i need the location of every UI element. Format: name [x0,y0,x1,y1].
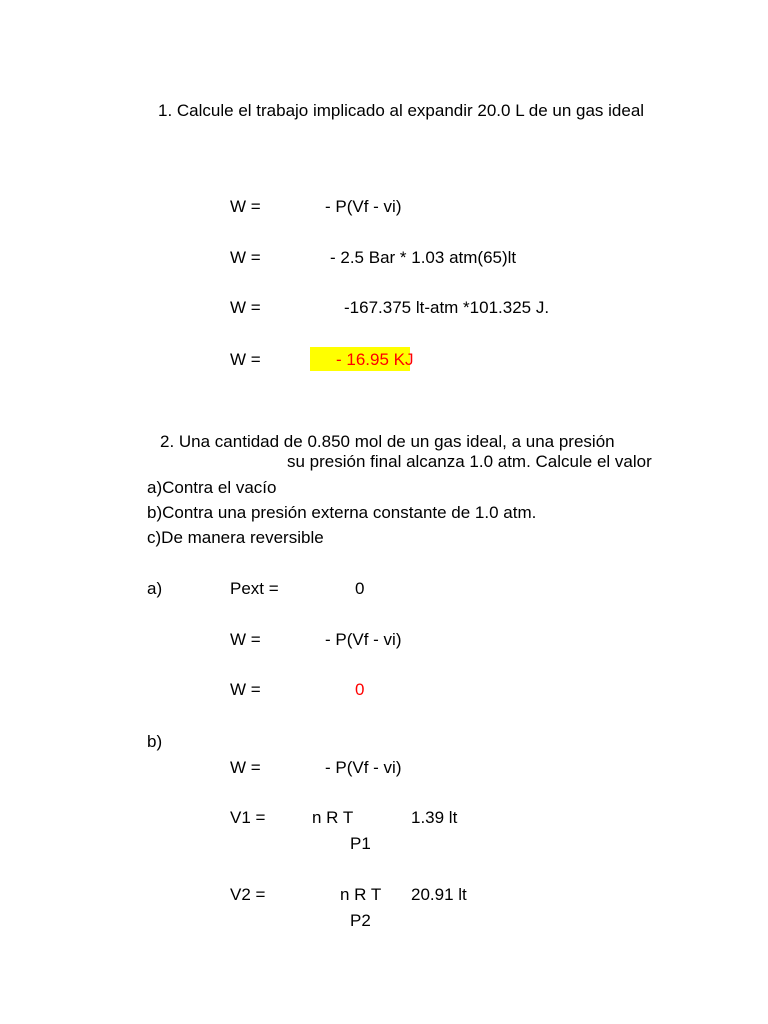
v2-numerator: n R T [340,885,382,904]
p1-row2-label: W = [230,248,261,267]
option-c: c)De manera reversible [147,528,324,547]
v2-value: 20.91 lt [411,885,467,904]
pext-value: 0 [355,579,365,598]
p1-row3-expr: -167.375 lt-atm *101.325 J. [344,298,550,317]
p1-row1-label: W = [230,197,261,216]
part-b-marker: b) [147,732,163,751]
p1-row3-label: W = [230,298,261,317]
option-a: a)Contra el vacío [147,478,277,497]
v2-label: V2 = [230,885,266,904]
part-b-w-expr: - P(Vf - vi) [325,758,402,777]
problem2-statement-line2: su presión final alcanza 1.0 atm. Calcule el valor [287,452,652,471]
p1-row2-expr: - 2.5 Bar * 1.03 atm(65)lt [330,248,517,267]
part-b-w-label: W = [230,758,261,777]
part-a-marker: a) [147,579,163,598]
p1-row4-label: W = [230,350,261,369]
p1-result: - 16.95 KJ [336,350,414,369]
v1-label: V1 = [230,808,266,827]
option-b: b)Contra una presión externa constante de 1.0 atm. [147,503,537,522]
part-a-w2-label: W = [230,680,261,699]
p1-row1-expr: - P(Vf - vi) [325,197,402,216]
part-a-result: 0 [355,680,365,699]
part-a-w-label: W = [230,630,261,649]
v1-numerator: n R T [312,808,354,827]
v2-denominator: P2 [350,911,371,930]
v1-denominator: P1 [350,834,371,853]
pext-label: Pext = [230,579,279,598]
problem2-statement-line1: 2. Una cantidad de 0.850 mol de un gas ideal, a una presión [160,432,615,451]
problem1-statement: 1. Calcule el trabajo implicado al expandir 20.0 L de un gas ideal [158,101,645,120]
v1-value: 1.39 lt [411,808,458,827]
part-a-w-expr: - P(Vf - vi) [325,630,402,649]
